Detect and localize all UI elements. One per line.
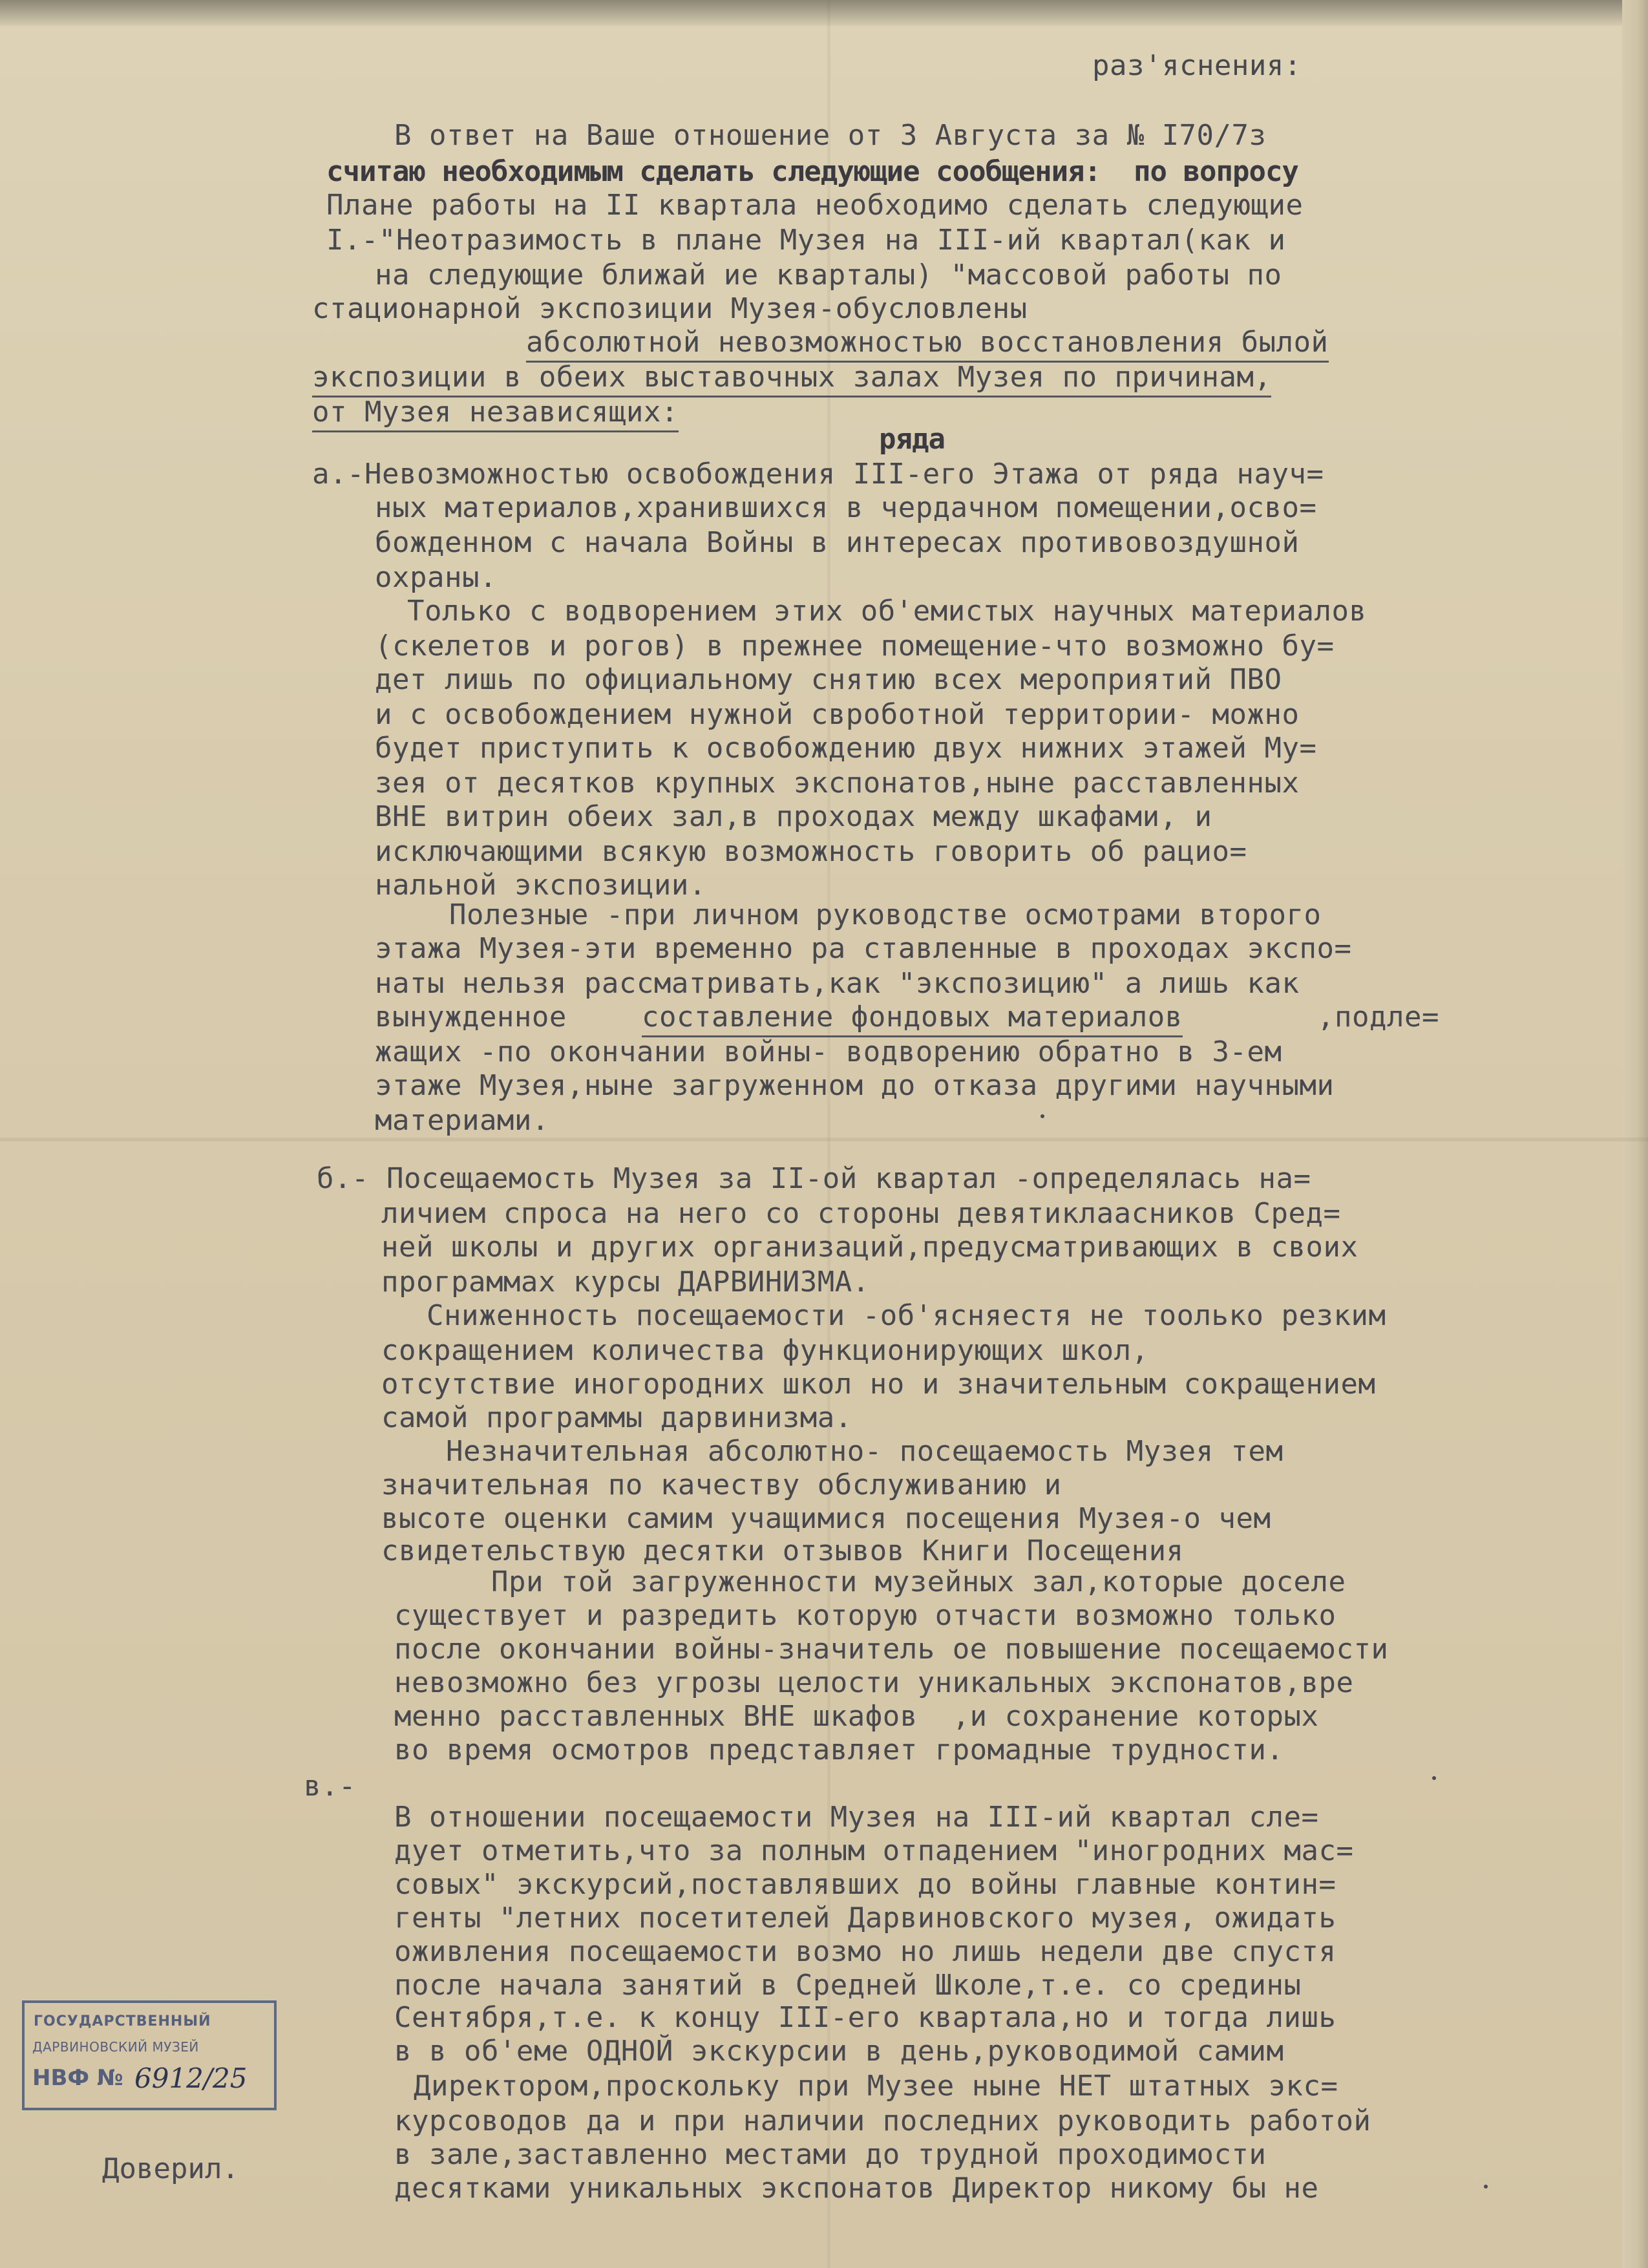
stamp-line: ГОСУДАРСТВЕННЫЙ — [34, 2013, 211, 2030]
text-line: При той загруженности музейных зал,которые доселе — [491, 1565, 1346, 1598]
document-header: раз'яснения: — [1092, 49, 1302, 82]
text-line: после окончании войны-значитель ое повышение посещаемости — [394, 1633, 1389, 1666]
text-line: совых" экскурсий,поставлявших до войны главные контин= — [394, 1868, 1336, 1901]
text-line: В ответ на Ваше отношение от 3 Августа за № I70/7з — [394, 119, 1267, 152]
text-line: охраны. — [375, 561, 497, 594]
archive-stamp — [22, 2000, 277, 2110]
text-line: ,подле= — [1317, 1001, 1439, 1033]
text-line: во время осмотров представляет громадные трудности. — [394, 1733, 1284, 1766]
text-line: Плане работы на II квартала необходимо сделать следующие — [326, 189, 1304, 222]
text-line: этаже Музея,ныне загруженном до отказа другими научными — [375, 1069, 1335, 1102]
text-line: б.- Посещаемость Музея за II-ой квартал -определялась на= — [317, 1162, 1311, 1195]
text-line-underlined: от Музея независящих: — [312, 394, 679, 432]
text-line: курсоводов да и при наличии последних руководить работой — [394, 2104, 1371, 2137]
text-line: В отношении посещаемости Музея на III-ий квартал сле= — [394, 1801, 1319, 1834]
text-line: после начала занятий в Средней Школе,т.е. со средины — [394, 1969, 1302, 2002]
text-line: программах курсы ДАРВИНИЗМА. — [381, 1266, 870, 1298]
text-line: считаю необходимым сделать следующие сообщения: по вопросу — [326, 155, 1298, 188]
text-line: личием спроса на него со стороны девятиклаасников Сред= — [381, 1197, 1341, 1230]
text-line: жащих -по окончании войны- водворению обратно в 3-ем — [375, 1035, 1282, 1068]
text-line: свидетельствую десятки отзывов Книги Посещения — [381, 1534, 1184, 1567]
text-line: дет лишь по официальному снятию всех мероприятий ПВО — [375, 663, 1282, 696]
text-line: ных материалов,хранившихся в чердачном помещении,осво= — [375, 491, 1317, 524]
text-line-underlined: абсолютной невозможностью восстановления былой — [526, 324, 1329, 363]
text-line: генты "летних посетителей Дарвиновского музея, ожидать — [394, 1902, 1336, 1934]
text-line: I.-"Неотразимость в плане Музея на III-ий квартал(как и — [326, 224, 1286, 257]
text-line-underlined: экспозиции в обеих выставочных залах Музея по причинам, — [312, 359, 1271, 397]
text-line: материами. — [375, 1104, 549, 1137]
stamp-line: ДАРВИНОВСКИЙ МУЗЕЙ — [32, 2039, 199, 2055]
text-line: а.-Невозможностью освобождения III-его Этажа от ряда науч= — [312, 458, 1324, 491]
text-line: ВНЕ витрин обеих зал,в проходах между шкафами, и — [375, 800, 1212, 833]
text-line: Сентября,т.е. к концу III-его квартала,но и тогда лишь — [394, 2001, 1336, 2034]
text-line: и с освобождением нужной свроботной территории- можно — [375, 698, 1300, 731]
text-line: Незначительная абсолютно- посещаемость Музея тем — [446, 1435, 1284, 1468]
text-line: невозможно без угрозы целости уникальных экспонатов,вре — [394, 1666, 1354, 1699]
signature-note: Доверил. — [102, 2152, 239, 2185]
text-line: на следующие ближай ие кварталы) "массовой работы по — [375, 259, 1282, 291]
text-line: высоте оценки самим учащимися посещения Музея-о чем — [381, 1502, 1271, 1535]
text-line: божденном с начала Войны в интересах противовоздушной — [375, 526, 1300, 559]
text-line: сокращением количества функционирующих школ, — [381, 1334, 1149, 1367]
text-line: нальной экспозиции. — [375, 869, 706, 902]
ink-speck — [1432, 1776, 1436, 1780]
ink-speck — [1484, 2185, 1488, 2189]
text-line: десятками уникальных экспонатов Директор никому бы не — [394, 2172, 1319, 2205]
stamp-number: 6912/25 — [134, 2062, 248, 2094]
text-line: этажа Музея-эти временно ра ставленные в проходах экспо= — [375, 932, 1352, 965]
text-line: стационарной экспозиции Музея-обусловлены — [312, 292, 1028, 325]
text-line: ней школы и других организаций,предусматривающих в своих — [381, 1231, 1358, 1264]
text-line: отсутствие иногородних школ но и значительным сокращением — [381, 1368, 1376, 1401]
text-line: будет приступить к освобождению двух нижних этажей Му= — [375, 732, 1317, 765]
page-edge-top — [0, 0, 1648, 26]
paper-fold — [0, 1138, 1648, 1141]
text-line: наты нельзя рассматривать,как "экспозицию" а лишь как — [375, 967, 1300, 1000]
ink-speck — [1041, 1114, 1044, 1118]
text-underlined: составление фондовых материалов — [642, 999, 1183, 1037]
text-line: Полезные -при личном руководстве осмотрами второго — [449, 898, 1322, 931]
text-line: самой программы дарвинизма. — [381, 1401, 852, 1434]
stamp-line: НВФ № — [32, 2065, 123, 2091]
text-line: оживления посещаемости возмо но лишь недели две спустя — [394, 1935, 1336, 1968]
text-line: Сниженность посещаемости -об'ясняестя не тоолько резким — [427, 1299, 1386, 1332]
text-line: Только с водворением этих об'емистых научных материалов — [407, 595, 1367, 628]
text-line: исключающими всякую возможность говорить об рацио= — [375, 835, 1247, 868]
text-line: Директором,проскольку при Музее ныне НЕТ штатных экс= — [414, 2070, 1338, 2103]
text-line: в в об'еме ОДНОЙ экскурсии в день,руководимой самим — [394, 2035, 1284, 2068]
text-line: дует отметить,что за полным отпадением "иногродних мас= — [394, 1834, 1354, 1867]
text-line: зея от десятков крупных экспонатов,ныне расставленных — [375, 767, 1300, 800]
text-line: в зале,заставленно местами до трудной проходимости — [394, 2138, 1267, 2171]
page-edge-right — [1622, 0, 1648, 2268]
text-line: существует и разредить которую отчасти возможно только — [394, 1599, 1336, 1632]
text-line: значительная по качеству обслуживанию и — [381, 1468, 1062, 1501]
text-insertion: ряда — [879, 423, 945, 456]
text-line: (скелетов и рогов) в прежнее помещение-что возможно бу= — [375, 630, 1335, 662]
text-line: менно расставленных ВНЕ шкафов ,и сохранение которых — [394, 1700, 1319, 1733]
section-marker: в.- — [304, 1770, 356, 1803]
text-line: вынужденное — [375, 1001, 567, 1033]
